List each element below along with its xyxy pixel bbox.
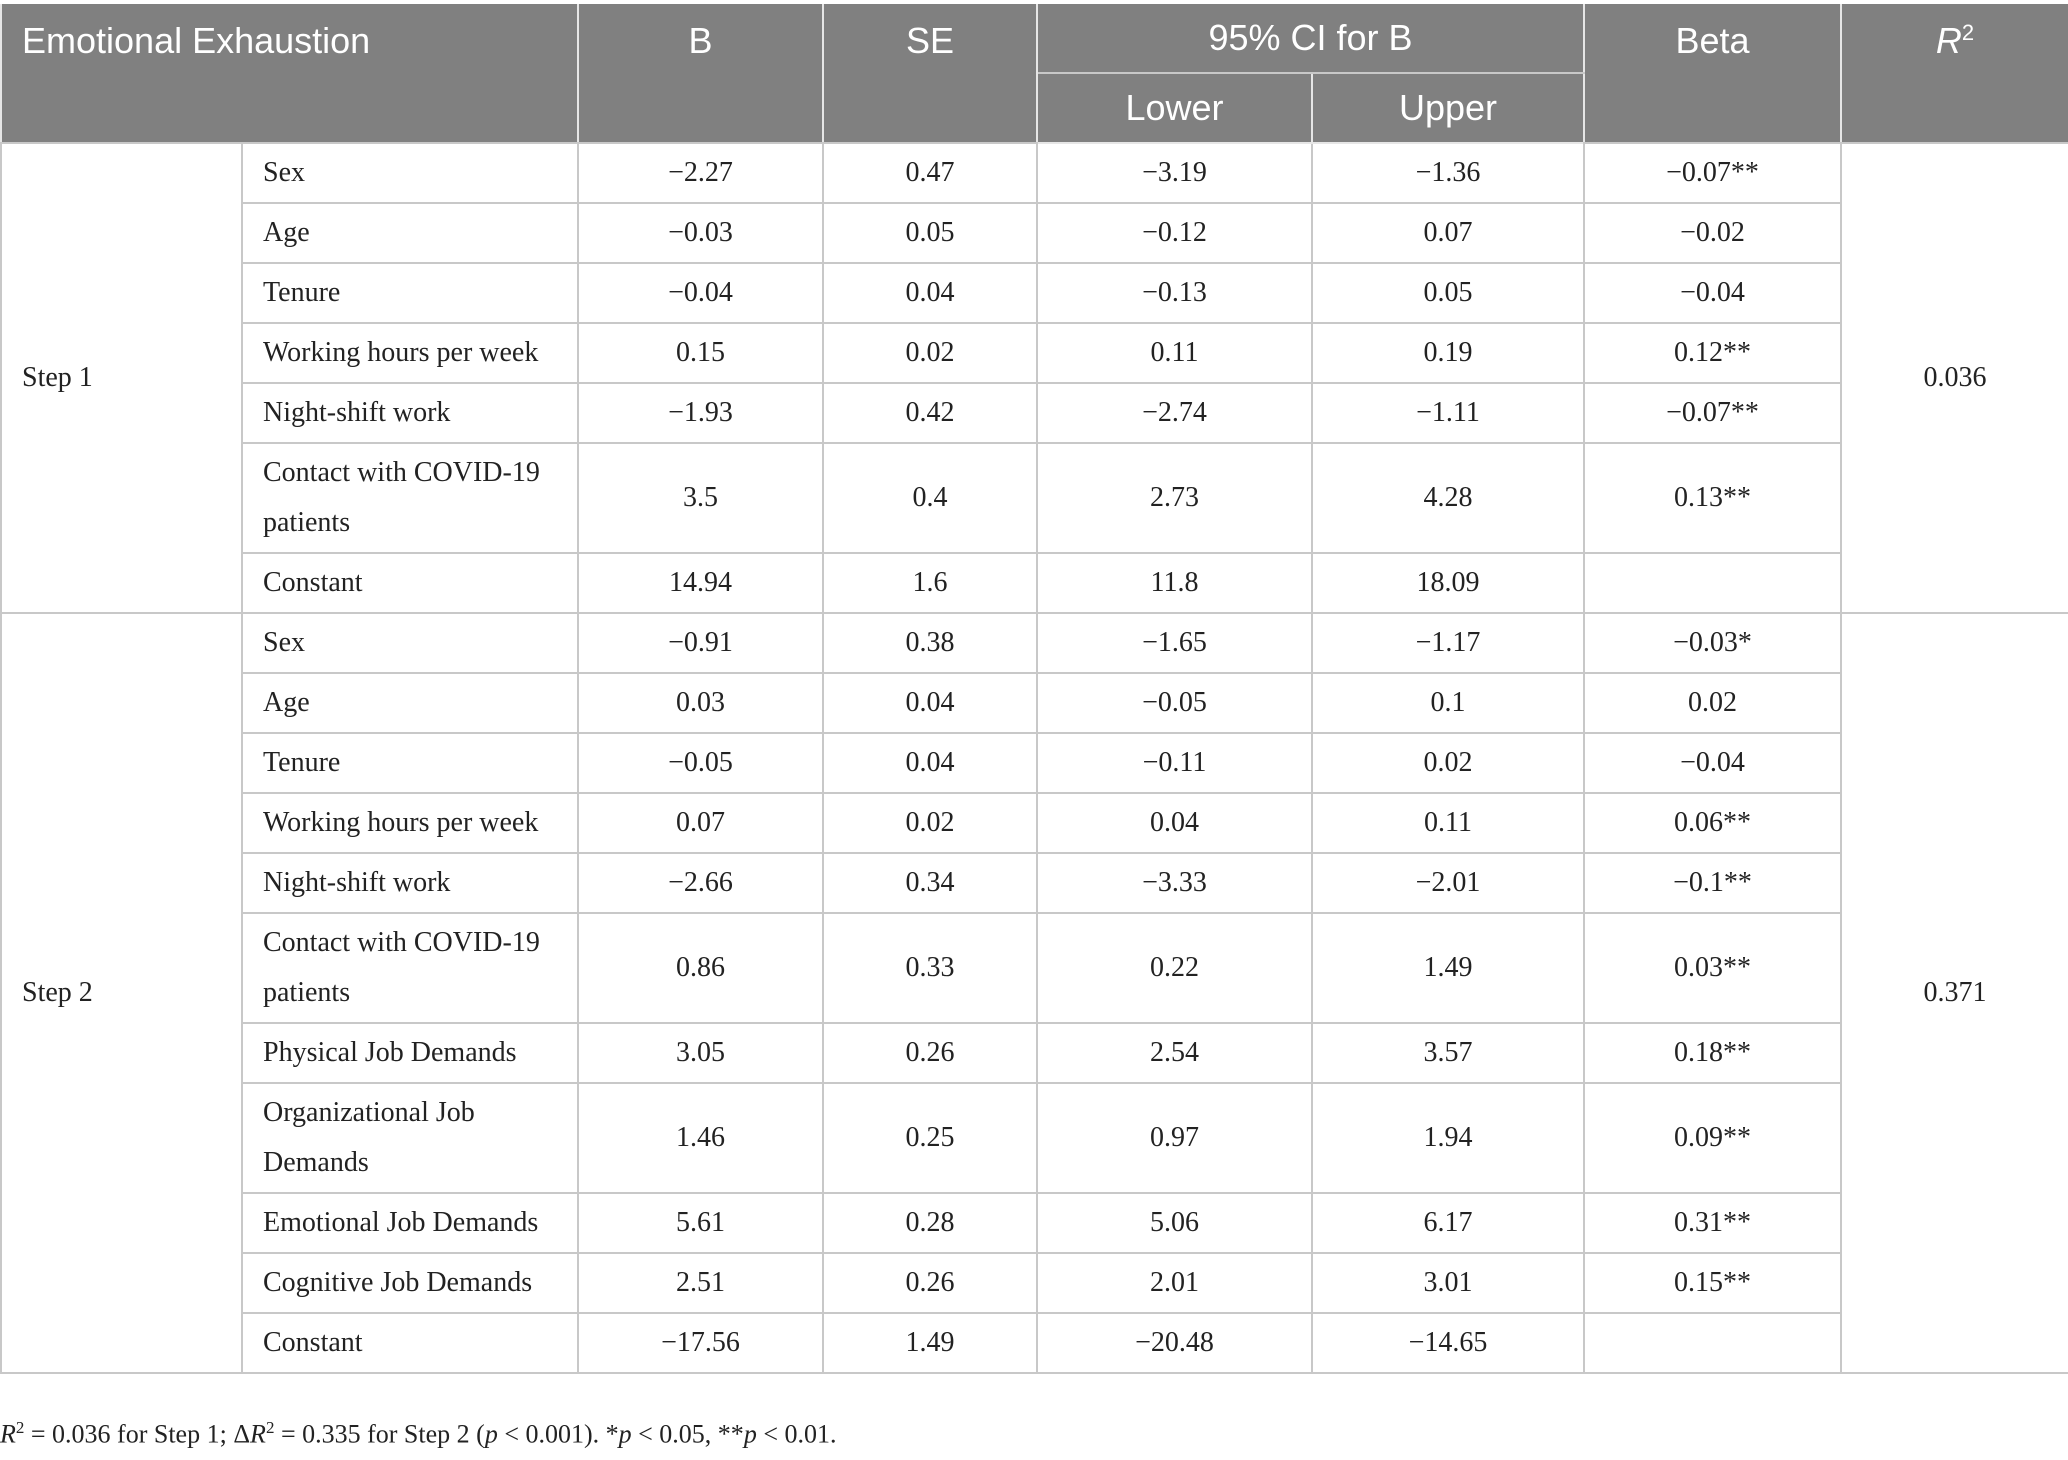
- header-beta: Beta: [1584, 4, 1841, 143]
- cell-ci-lower: −0.12: [1037, 203, 1312, 263]
- cell-ci-upper: −2.01: [1312, 853, 1584, 913]
- table-row: [1, 613, 2068, 673]
- variable-label: Tenure: [242, 733, 578, 793]
- cell-ci-upper: 1.49: [1312, 913, 1584, 1023]
- cell-b: 5.61: [578, 1193, 823, 1253]
- cell-ci-lower: −0.11: [1037, 733, 1312, 793]
- cell-se: 0.4: [823, 443, 1037, 553]
- cell-beta: [1584, 553, 1841, 613]
- cell-ci-lower: −3.33: [1037, 853, 1312, 913]
- table-row: [1, 1313, 2068, 1373]
- cell-se: 0.42: [823, 383, 1037, 443]
- cell-ci-upper: 0.02: [1312, 733, 1584, 793]
- table-row: [1, 1253, 2068, 1313]
- note-p1: p: [484, 1419, 498, 1449]
- table-row: [1, 1023, 2068, 1083]
- variable-label: Night-shift work: [242, 383, 578, 443]
- cell-beta: 0.31**: [1584, 1193, 1841, 1253]
- cell-b: −17.56: [578, 1313, 823, 1373]
- cell-ci-upper: 3.01: [1312, 1253, 1584, 1313]
- cell-ci-upper: 18.09: [1312, 553, 1584, 613]
- cell-ci-lower: 0.97: [1037, 1083, 1312, 1193]
- cell-se: 0.02: [823, 323, 1037, 383]
- cell-ci-upper: −1.17: [1312, 613, 1584, 673]
- variable-label: Sex: [242, 613, 578, 673]
- cell-b: 14.94: [578, 553, 823, 613]
- cell-se: 0.28: [823, 1193, 1037, 1253]
- cell-beta: 0.15**: [1584, 1253, 1841, 1313]
- cell-ci-lower: 0.11: [1037, 323, 1312, 383]
- cell-se: 0.04: [823, 673, 1037, 733]
- cell-ci-upper: 0.1: [1312, 673, 1584, 733]
- header-title: Emotional Exhaustion: [1, 4, 578, 143]
- cell-ci-upper: 6.17: [1312, 1193, 1584, 1253]
- cell-beta: −0.03*: [1584, 613, 1841, 673]
- note-p3: p: [743, 1419, 757, 1449]
- header-lower: Lower: [1037, 73, 1312, 143]
- table-row: [1, 793, 2068, 853]
- header-b: B: [578, 4, 823, 143]
- table-header: [1, 4, 2068, 143]
- cell-b: −1.93: [578, 383, 823, 443]
- cell-ci-upper: −1.11: [1312, 383, 1584, 443]
- cell-ci-lower: −3.19: [1037, 143, 1312, 203]
- header-r2-letter: R: [1935, 20, 1962, 61]
- cell-se: 0.26: [823, 1253, 1037, 1313]
- cell-se: 0.04: [823, 263, 1037, 323]
- cell-ci-lower: −20.48: [1037, 1313, 1312, 1373]
- cell-se: 1.6: [823, 553, 1037, 613]
- cell-beta: 0.18**: [1584, 1023, 1841, 1083]
- step-r2: 0.036: [1841, 143, 2068, 613]
- step-label: Step 1: [1, 143, 242, 613]
- cell-b: 0.03: [578, 673, 823, 733]
- cell-beta: −0.07**: [1584, 143, 1841, 203]
- table-row: [1, 143, 2068, 203]
- cell-b: 3.5: [578, 443, 823, 553]
- note-part4: < 0.05, **: [631, 1419, 744, 1449]
- cell-ci-lower: 2.54: [1037, 1023, 1312, 1083]
- note-p2: p: [618, 1419, 632, 1449]
- table-body: [1, 143, 2068, 1373]
- cell-ci-upper: 0.11: [1312, 793, 1584, 853]
- variable-label: Constant: [242, 553, 578, 613]
- table-row: [1, 323, 2068, 383]
- table-row: [1, 383, 2068, 443]
- table-row: [1, 1083, 2068, 1193]
- variable-label: Sex: [242, 143, 578, 203]
- cell-b: −2.27: [578, 143, 823, 203]
- header-r2: [1841, 4, 2068, 143]
- note-r: R: [0, 1419, 16, 1449]
- table-row: [1, 553, 2068, 613]
- regression-table-container: [0, 4, 2068, 1374]
- cell-ci-upper: 0.19: [1312, 323, 1584, 383]
- cell-beta: 0.12**: [1584, 323, 1841, 383]
- cell-ci-lower: −1.65: [1037, 613, 1312, 673]
- variable-label: Physical Job Demands: [242, 1023, 578, 1083]
- cell-ci-lower: −2.74: [1037, 383, 1312, 443]
- cell-ci-lower: 2.73: [1037, 443, 1312, 553]
- cell-beta: [1584, 1313, 1841, 1373]
- cell-beta: −0.07**: [1584, 383, 1841, 443]
- cell-beta: −0.04: [1584, 263, 1841, 323]
- cell-b: 0.86: [578, 913, 823, 1023]
- cell-se: 0.33: [823, 913, 1037, 1023]
- table-row: [1, 853, 2068, 913]
- cell-se: 0.26: [823, 1023, 1037, 1083]
- variable-label: Working hours per week: [242, 323, 578, 383]
- cell-se: 0.05: [823, 203, 1037, 263]
- variable-label: Emotional Job Demands: [242, 1193, 578, 1253]
- table-row: [1, 203, 2068, 263]
- cell-b: 1.46: [578, 1083, 823, 1193]
- cell-se: 0.04: [823, 733, 1037, 793]
- cell-ci-lower: 2.01: [1037, 1253, 1312, 1313]
- variable-label: Organizational Job Demands: [242, 1083, 578, 1193]
- cell-ci-lower: −0.05: [1037, 673, 1312, 733]
- cell-b: 2.51: [578, 1253, 823, 1313]
- cell-b: 0.15: [578, 323, 823, 383]
- cell-b: 0.07: [578, 793, 823, 853]
- cell-beta: −0.1**: [1584, 853, 1841, 913]
- variable-label: Tenure: [242, 263, 578, 323]
- variable-label: Contact with COVID-19 patients: [242, 913, 578, 1023]
- variable-label: Constant: [242, 1313, 578, 1373]
- table-row: [1, 733, 2068, 793]
- table-row: [1, 263, 2068, 323]
- cell-ci-lower: −0.13: [1037, 263, 1312, 323]
- note-sup1: 2: [15, 1418, 25, 1437]
- note-r-b: R: [250, 1419, 266, 1449]
- cell-beta: 0.09**: [1584, 1083, 1841, 1193]
- table-row: [1, 913, 2068, 1023]
- cell-ci-upper: −14.65: [1312, 1313, 1584, 1373]
- regression-table: [0, 4, 2068, 1374]
- cell-ci-upper: 4.28: [1312, 443, 1584, 553]
- variable-label: Contact with COVID-19 patients: [242, 443, 578, 553]
- variable-label: Age: [242, 203, 578, 263]
- variable-label: Cognitive Job Demands: [242, 1253, 578, 1313]
- variable-label: Age: [242, 673, 578, 733]
- cell-ci-upper: 1.94: [1312, 1083, 1584, 1193]
- header-r2-sup: 2: [1961, 20, 1975, 45]
- cell-b: −2.66: [578, 853, 823, 913]
- cell-se: 0.47: [823, 143, 1037, 203]
- cell-ci-lower: 0.22: [1037, 913, 1312, 1023]
- table-footnote: [0, 1418, 836, 1450]
- cell-se: 0.34: [823, 853, 1037, 913]
- cell-se: 0.25: [823, 1083, 1037, 1193]
- cell-beta: 0.02: [1584, 673, 1841, 733]
- cell-ci-upper: 0.05: [1312, 263, 1584, 323]
- cell-se: 0.38: [823, 613, 1037, 673]
- header-se: SE: [823, 4, 1037, 143]
- cell-ci-lower: 11.8: [1037, 553, 1312, 613]
- note-part1: = 0.036 for Step 1; Δ: [24, 1419, 251, 1449]
- cell-beta: −0.04: [1584, 733, 1841, 793]
- cell-beta: 0.03**: [1584, 913, 1841, 1023]
- table-row: [1, 443, 2068, 553]
- cell-se: 1.49: [823, 1313, 1037, 1373]
- cell-beta: 0.13**: [1584, 443, 1841, 553]
- cell-b: −0.04: [578, 263, 823, 323]
- cell-ci-upper: −1.36: [1312, 143, 1584, 203]
- cell-ci-upper: 0.07: [1312, 203, 1584, 263]
- cell-se: 0.02: [823, 793, 1037, 853]
- cell-b: −0.03: [578, 203, 823, 263]
- table-row: [1, 1193, 2068, 1253]
- table-row: [1, 673, 2068, 733]
- note-part2: = 0.335 for Step 2 (: [274, 1419, 485, 1449]
- cell-b: −0.05: [578, 733, 823, 793]
- variable-label: Working hours per week: [242, 793, 578, 853]
- cell-b: 3.05: [578, 1023, 823, 1083]
- header-ci: 95% CI for B: [1037, 4, 1584, 73]
- header-upper: Upper: [1312, 73, 1584, 143]
- cell-ci-lower: 0.04: [1037, 793, 1312, 853]
- cell-b: −0.91: [578, 613, 823, 673]
- cell-beta: 0.06**: [1584, 793, 1841, 853]
- variable-label: Night-shift work: [242, 853, 578, 913]
- cell-ci-lower: 5.06: [1037, 1193, 1312, 1253]
- cell-beta: −0.02: [1584, 203, 1841, 263]
- step-r2: 0.371: [1841, 613, 2068, 1373]
- note-part3: < 0.001). *: [497, 1419, 619, 1449]
- step-label: Step 2: [1, 613, 242, 1373]
- note-sup2: 2: [265, 1418, 275, 1437]
- cell-ci-upper: 3.57: [1312, 1023, 1584, 1083]
- note-part5: < 0.01.: [756, 1419, 837, 1449]
